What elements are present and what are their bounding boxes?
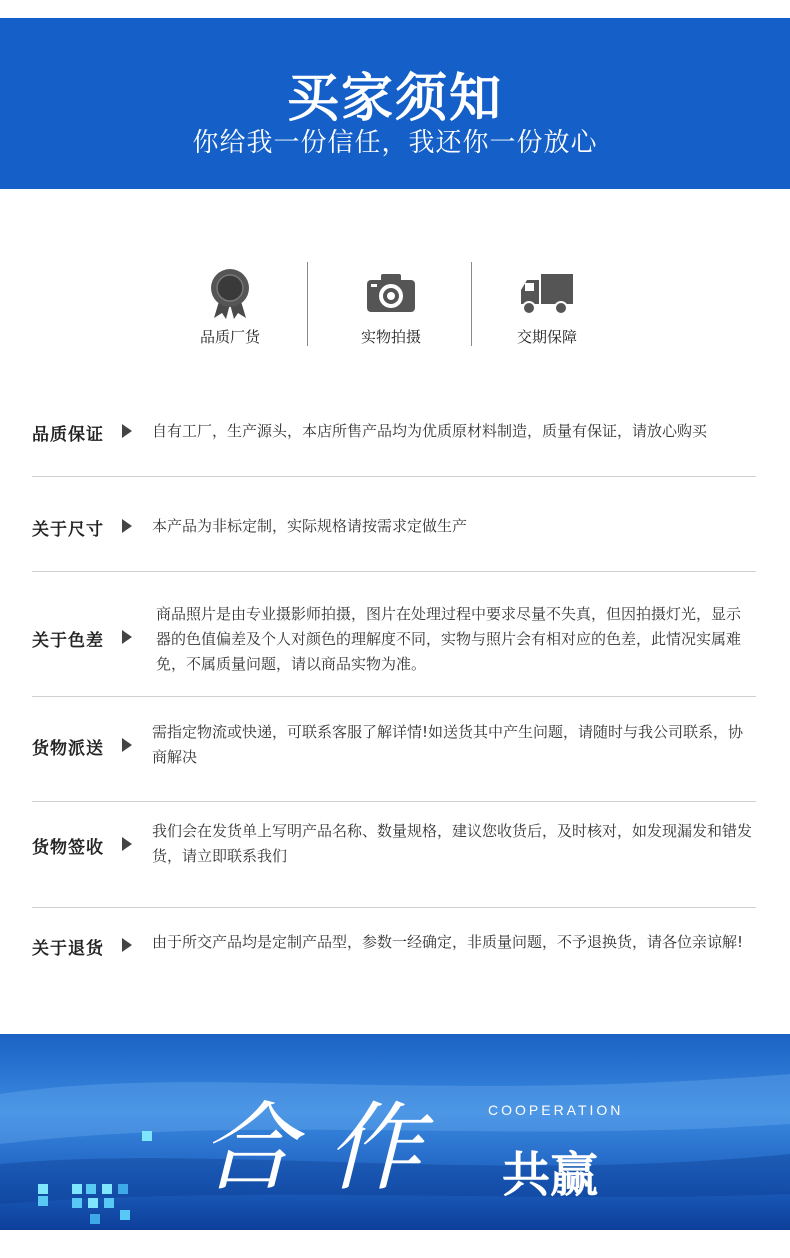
arrow-right-icon xyxy=(122,738,132,752)
notice-label: 关于尺寸 xyxy=(32,520,104,540)
feature-divider xyxy=(307,262,308,346)
notice-label: 关于色差 xyxy=(32,631,104,651)
notice-label: 货物签收 xyxy=(32,838,104,858)
feature-label: 实物拍摄 xyxy=(360,328,421,346)
notice-label: 关于退货 xyxy=(32,939,104,959)
notice-text: 我们会在发货单上写明产品名称、数量规格，建议您收货后，及时核对，如发现漏发和错发货，请立即联系我们 xyxy=(152,822,753,865)
arrow-right-icon xyxy=(122,519,132,533)
arrow-right-icon xyxy=(122,424,132,438)
banner-english-text: COOPERATION xyxy=(488,1102,624,1118)
row-divider xyxy=(32,907,756,908)
row-divider xyxy=(32,571,756,572)
feature-row xyxy=(0,258,790,350)
notice-text: 本产品为非标定制，实际规格请按需求定做生产 xyxy=(152,517,468,535)
cooperation-banner xyxy=(0,1034,790,1230)
notice-text: 需指定物流或快递，可联系客服了解详情!如送货其中产生问题，请随时与我公司联系，协商解决 xyxy=(152,723,744,766)
notice-label: 品质保证 xyxy=(32,425,104,445)
banner-sub-text: 共赢 xyxy=(502,1147,599,1203)
feature-divider xyxy=(471,262,472,346)
feature-photo xyxy=(316,258,466,350)
page-subtitle: 你给我一份信任，我还你一份放心 xyxy=(192,128,598,158)
notice-label: 货物派送 xyxy=(32,739,104,759)
arrow-right-icon xyxy=(122,630,132,644)
banner-main-text: 合作 xyxy=(200,1092,452,1204)
notice-text: 自有工厂，生产源头，本店所售产品均为优质原材料制造，质量有保证，请放心购买 xyxy=(152,422,708,440)
notice-text: 商品照片是由专业摄影师拍摄，图片在处理过程中要求尽量不失真，但因拍摄灯光，显示器的色值偏差及个人对颜色的理解度不同，实物与照片会有相对应的色差，此情况实属难免，不属质量问题，请以商品实物为准。 xyxy=(156,605,742,673)
row-divider xyxy=(32,696,756,697)
award-badge-icon xyxy=(198,268,262,320)
page-title: 买家须知 xyxy=(286,69,503,129)
notice-header xyxy=(0,18,790,189)
feature-label: 品质厂货 xyxy=(199,328,260,346)
row-divider xyxy=(32,476,756,477)
arrow-right-icon xyxy=(122,837,132,851)
top-white-strip xyxy=(0,0,790,18)
delivery-truck-icon xyxy=(515,268,579,320)
feature-label: 交期保障 xyxy=(516,328,577,346)
arrow-right-icon xyxy=(122,938,132,952)
row-divider xyxy=(32,801,756,802)
camera-icon xyxy=(359,268,423,320)
notice-text: 由于所交产品均是定制产品型，参数一经确定，非质量问题，不予退换货，请各位亲谅解! xyxy=(152,933,744,951)
bottom-white-strip xyxy=(0,1230,790,1258)
feature-delivery xyxy=(472,258,622,350)
feature-quality xyxy=(155,258,305,350)
